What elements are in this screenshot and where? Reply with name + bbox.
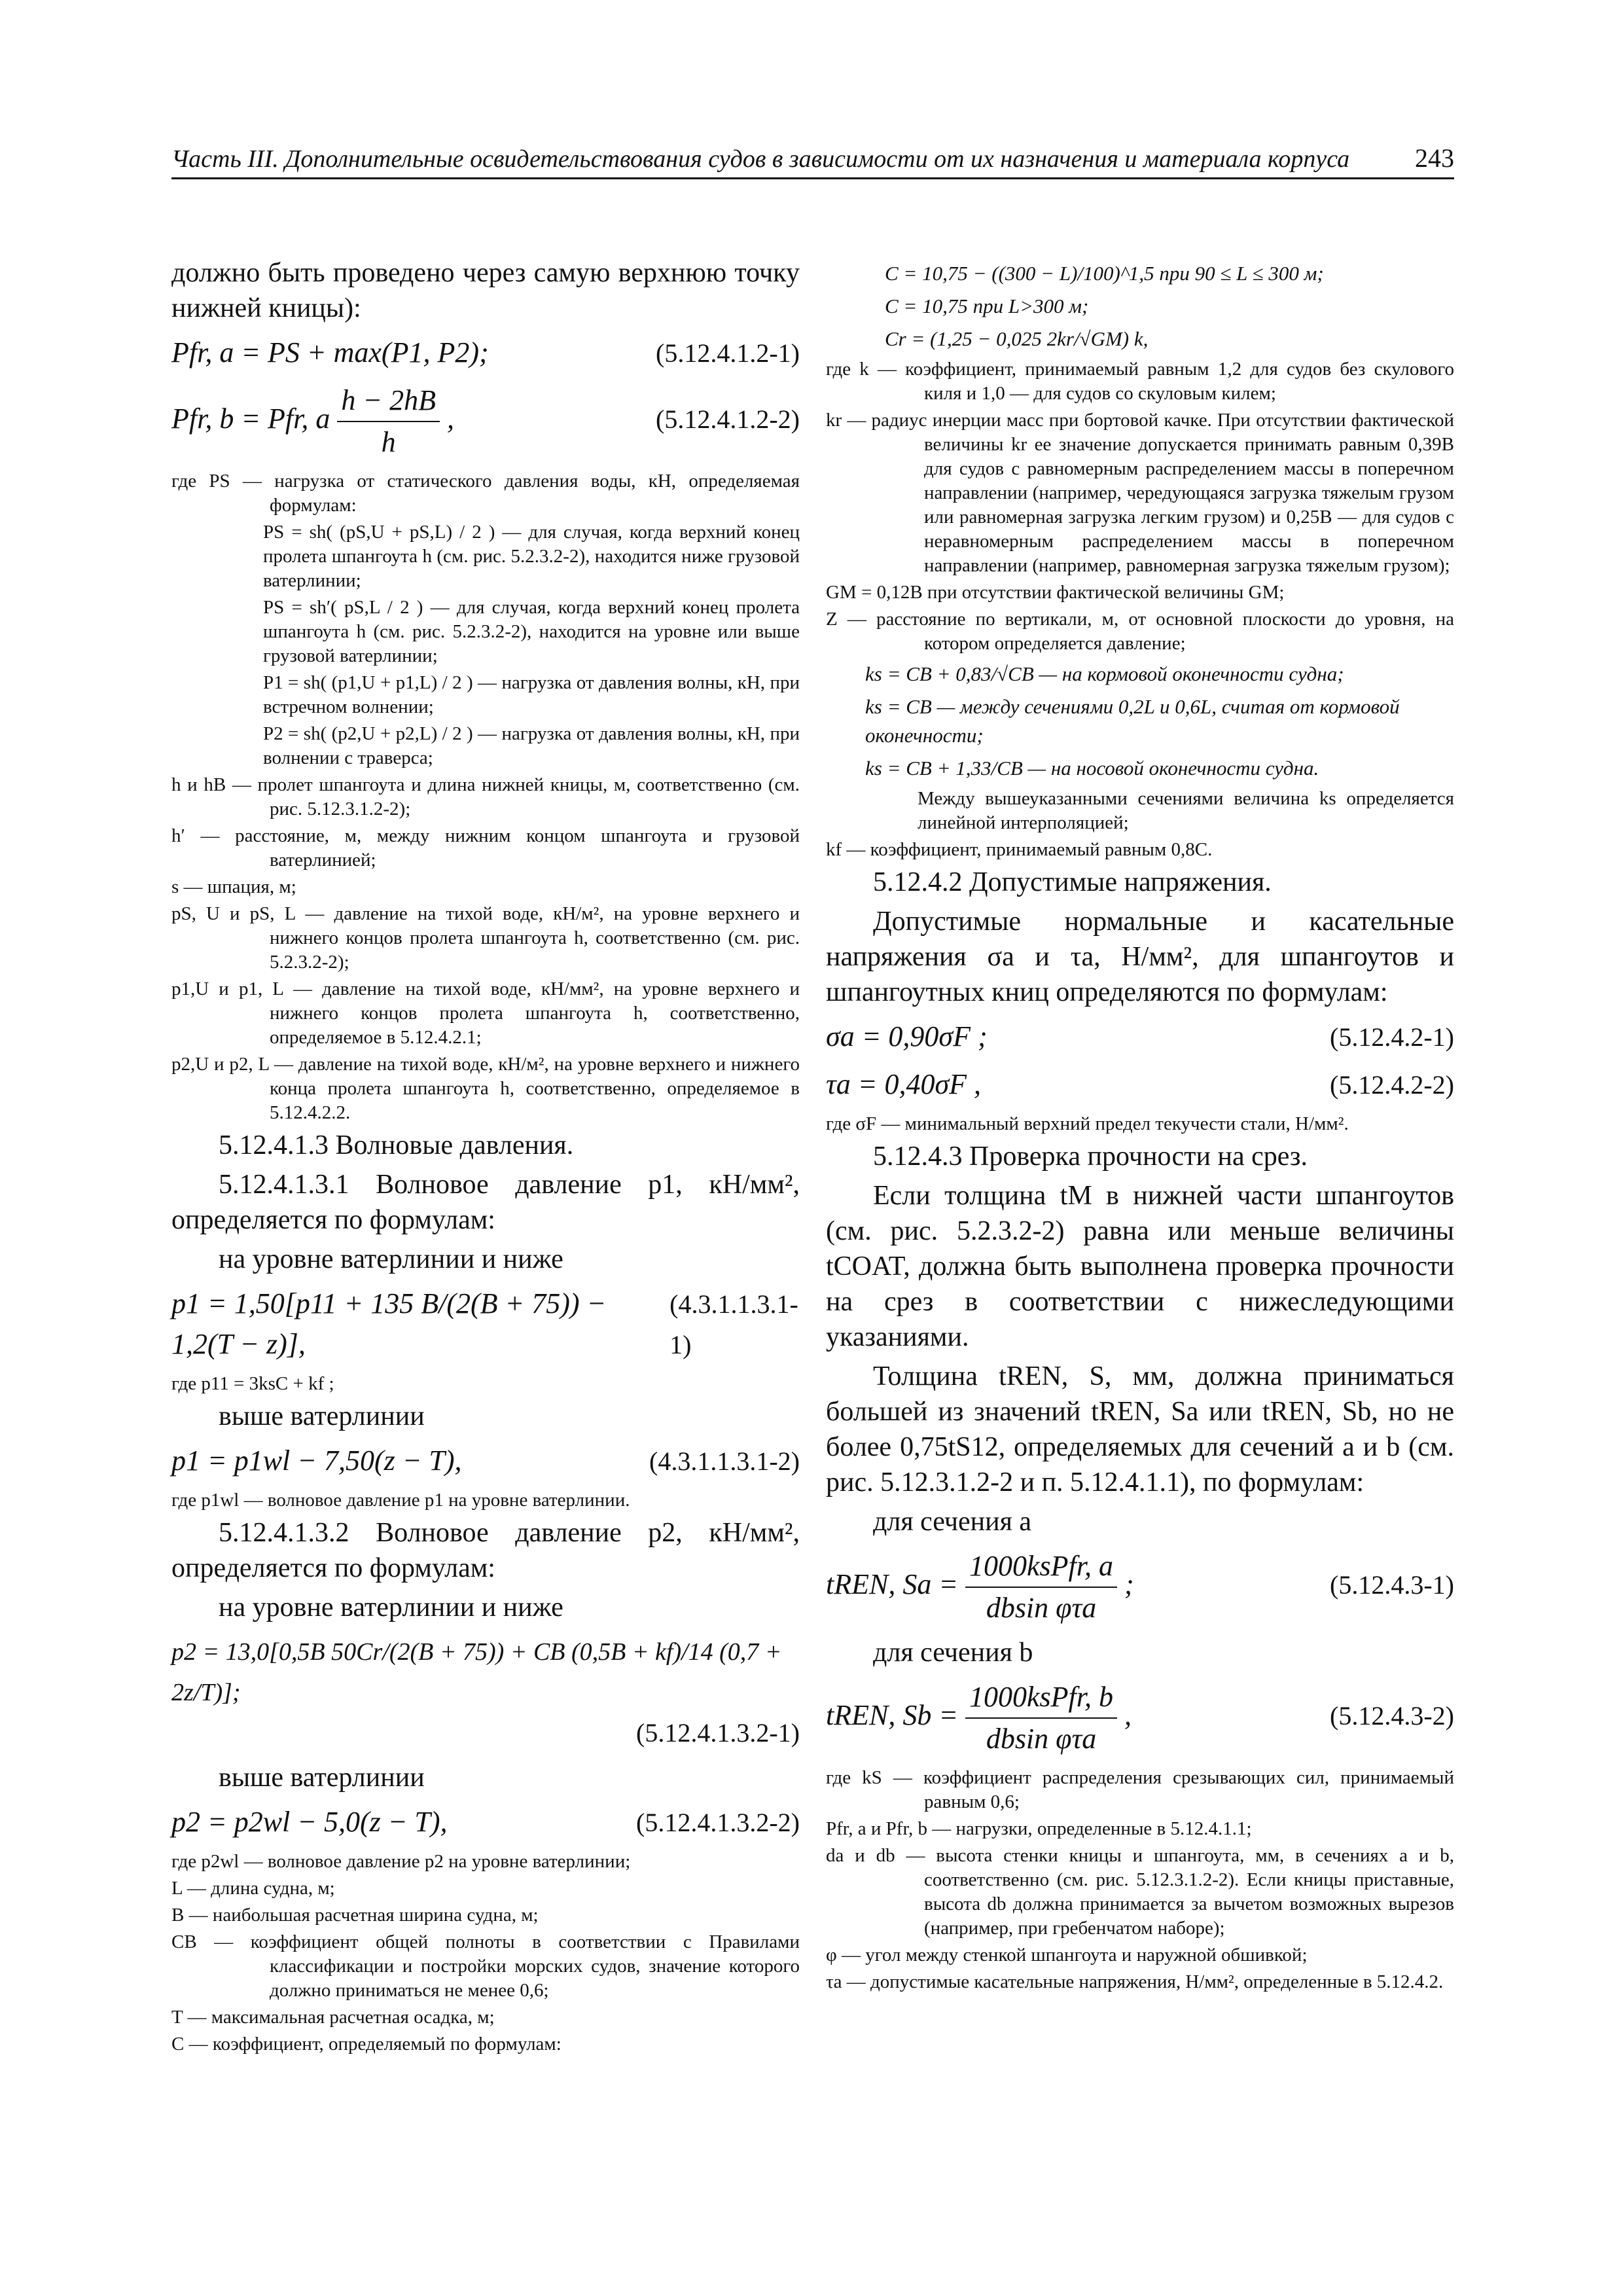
formula: p2 = 13,0[0,5B 50Cr/(2(B + 75)) + CB (0,5B + kf)/14 (0,7 + 2z/T)]; xyxy=(171,1638,782,1706)
formula: τa = 0,40σF , xyxy=(826,1068,982,1100)
definition: s — шпация, м; xyxy=(171,876,296,897)
definition: Z — расстояние по вертикали, м, от основной плоскости до уровня, на котором определяется давление; xyxy=(826,609,1454,654)
page-number: 243 xyxy=(1415,143,1454,173)
numerator: 1000ksPfr, b xyxy=(965,1677,1117,1719)
where-clause: где p11 = 3ksC + kf ; xyxy=(171,1373,334,1394)
definition: где PS — нагрузка от статического давления воды, кН, определяемая формулам: xyxy=(171,471,800,516)
equation xyxy=(171,380,800,463)
equation-number: (5.12.4.3-2) xyxy=(1330,1701,1454,1731)
denominator: h xyxy=(381,426,396,458)
equation xyxy=(171,1632,800,1753)
definition: T — максимальная расчетная осадка, м; xyxy=(171,2007,495,2028)
equation xyxy=(826,1064,1454,1105)
definition: C — коэффициент, определяемый по формулам: xyxy=(171,2034,562,2054)
formula-definition: PS = sh′( pS,L / 2 ) — для случая, когда верхний конец пролета шпангоута h (см. рис. 5.2.3.2-2), находится на уровне или выше грузовой ватерлинии; xyxy=(263,597,800,666)
numerator: h − 2hB xyxy=(337,380,440,422)
definition: τa — допустимые касательные напряжения, Н/мм², определенные в 5.12.4.2. xyxy=(826,1971,1444,1992)
definition: da и db — высота стенки кницы и шпангоута, мм, в сечениях a и b, соответственно (см. рис. 5.12.3.1.2-2). Если кницы приставные, высота db должна принимается за вычетом возможных вырезов (например, при гребенчатом наборе); xyxy=(826,1845,1454,1939)
formula: σa = 0,90σF ; xyxy=(826,1020,988,1052)
section-heading: 5.12.4.1.3.2 Волновое давление p2, кН/мм², определяется по формулам: xyxy=(171,1518,800,1583)
equation-number: (5.12.4.1.3.2-1) xyxy=(636,1718,800,1748)
formula: Pfr, a = PS + max(P1, P2); xyxy=(171,336,489,368)
where-clause: где p1wl — волновое давление p1 на уровне ватерлинии. xyxy=(171,1490,630,1511)
formula: tREN, Sa = $\frac{\text{1000ksPfr, a}}{\text{dbsin φτa}}$ ; xyxy=(826,1546,1134,1628)
paragraph: на уровне ватерлинии и ниже xyxy=(219,1244,563,1274)
formula-definition: PS = sh( (pS,U + pS,L) / 2 ) — для случая, когда верхний конец пролета шпангоута h (см. рис. 5.2.3.2-2), находится ниже грузовой ватерлинии; xyxy=(263,522,800,591)
formula-lhs: tREN, Sb = xyxy=(826,1699,959,1732)
equation-number: (4.3.1.1.3.1-1) xyxy=(669,1289,798,1359)
definition: h и hB — пролет шпангоута и длина нижней кницы, м, соответственно (см. рис. 5.12.3.1.2-2); xyxy=(171,774,800,819)
definition: p2,U и p2, L — давление на тихой воде, кН/м², на уровне верхнего и нижнего конца пролета шпангоута h, соответственно, определяемое в 5.12.4.2.2. xyxy=(171,1054,800,1123)
equation xyxy=(826,1016,1454,1058)
equation-number: (5.12.4.3-1) xyxy=(1330,1570,1454,1600)
numerator: 1000ksPfr, a xyxy=(965,1546,1117,1588)
definition: где p2wl — волновое давление p2 на уровне ватерлинии; xyxy=(171,1851,631,1872)
paragraph: для сечения a xyxy=(873,1507,1032,1537)
equation-number: (5.12.4.1.2-2) xyxy=(656,404,800,435)
formula: C = 10,75 − ((300 − L)/100)^1,5 при 90 ≤ L ≤ 300 м; xyxy=(885,262,1324,285)
where-clause: где σF — минимальный верхний предел текучести стали, Н/мм². xyxy=(826,1113,1349,1134)
equation-number: (5.12.4.2-1) xyxy=(1330,1022,1454,1052)
definition: h′ — расстояние, м, между нижним концом шпангоута и грузовой ватерлинией; xyxy=(171,825,800,870)
definition: p1,U и p1, L — давление на тихой воде, кН/мм², на уровне верхнего и нижнего концов пролета шпангоута h, соответственно, определяемое в 5.12.4.2.1; xyxy=(171,978,800,1048)
equation xyxy=(171,1441,800,1482)
running-title: Часть III. Дополнительные освидетельствования судов в зависимости от их назначения и материала корпуса xyxy=(171,145,1350,173)
paragraph: Толщина tREN, S, мм, должна приниматься большей из значений tREN, Sa или tREN, Sb, но не более 0,75tS12, определяемых для сечений a и b (см. рис. 5.12.3.1.2-2 и п. 5.12.4.1.1), по формулам: xyxy=(826,1361,1454,1498)
denominator: dbsin φτa xyxy=(986,1592,1097,1624)
section-heading: 5.12.4.1.3 Волновые давления. xyxy=(219,1130,574,1160)
formula: Cr = (1,25 − 0,025 2kr/√GM) k, xyxy=(885,327,1149,350)
paragraph: для сечения b xyxy=(873,1638,1033,1668)
formula-definition: ks = CB — между сечениями 0,2L и 0,6L, считая от кормовой оконечности; xyxy=(865,695,1400,747)
definition: Pfr, a и Pfr, b — нагрузки, определенные в 5.12.4.1.1; xyxy=(826,1818,1252,1839)
definition: где k — коэффициент, принимаемый равным 1,2 для судов без скулового киля и 1,0 — для судов со скуловым килем; xyxy=(826,359,1454,404)
formula-lhs: tREN, Sa = xyxy=(826,1568,959,1601)
equation xyxy=(171,1283,800,1365)
section-heading: 5.12.4.1.3.1 Волновое давление p1, кН/мм², определяется по формулам: xyxy=(171,1170,800,1235)
formula: p1 = p1wl − 7,50(z − T), xyxy=(171,1444,462,1477)
definition: φ — угол между стенкой шпангоута и наружной обшивкой; xyxy=(826,1945,1308,1965)
definition: kr — радиус инерции масс при бортовой качке. При отсутствии фактической величины kr ее значение допускается принимать равным 0,39B для судов с равномерным распределением массы в поперечном направлении (например, чередующаяся загрузка тяжелым грузом или равномерная загрузка легким грузом) и 0,25B — для судов с неравномерным распределением массы в поперечном направлении (например, равномерная загрузка тяжелым грузом); xyxy=(826,410,1454,576)
fraction xyxy=(965,1546,1117,1628)
formula-definition: P1 = sh( (p1,U + p1,L) / 2 ) — нагрузка от давления волны, кН, при встречном волнении; xyxy=(263,672,800,717)
section-heading: 5.12.4.3 Проверка прочности на срез. xyxy=(873,1141,1308,1172)
definition: pS, U и pS, L — давление на тихой воде, кН/м², на уровне верхнего и нижнего концов пролета шпангоута h, соответственно (см. рис. 5.2.3.2-2); xyxy=(171,903,800,973)
right-column xyxy=(826,255,1454,1997)
formula: C = 10,75 при L>300 м; xyxy=(885,295,1089,317)
page-header xyxy=(171,143,1454,179)
formula: p2 = p2wl − 5,0(z − T), xyxy=(171,1806,448,1838)
equation-number: (4.3.1.1.3.1-2) xyxy=(649,1446,800,1476)
intro-text: должно быть проведено через самую верхнюю точку нижней кницы): xyxy=(171,258,800,323)
paragraph: Допустимые нормальные и касательные напряжения σa и τa, Н/мм², для шпангоутов и шпангоутных книц определяются по формулам: xyxy=(826,906,1454,1007)
paragraph: Если толщина tM в нижней части шпангоутов (см. рис. 5.2.3.2-2) равна или меньше величины tCOAT, должна быть выполнена проверка прочности на срез в соответствии с нижеследующими указаниями. xyxy=(826,1181,1454,1352)
equation-number: (5.12.4.1.3.2-2) xyxy=(636,1808,800,1837)
fraction xyxy=(965,1677,1117,1759)
paragraph: выше ватерлинии xyxy=(219,1763,425,1793)
equation xyxy=(826,1677,1454,1759)
formula-definition: P2 = sh( (p2,U + p2,L) / 2 ) — нагрузка от давления волны, кН, при волнении с траверса; xyxy=(263,723,800,768)
formula: p1 = 1,50[p11 + 135 B/(2(B + 75)) − 1,2(T − z)], xyxy=(171,1287,607,1360)
formula-definition: ks = CB + 1,33/CB — на носовой оконечности судна. xyxy=(865,757,1319,780)
definition: CB — коэффициент общей полноты в соответствии с Правилами классификации и постройки морских судов, значение которого должно приниматься не менее 0,6; xyxy=(171,1931,800,2001)
equation xyxy=(171,332,800,374)
formula: Pfr, b = Pfr, a $\frac{h - 2hB}{h}$ , xyxy=(171,380,454,463)
left-column xyxy=(171,255,800,2059)
paragraph: на уровне ватерлинии и ниже xyxy=(219,1592,563,1623)
definition: где kS — коэффициент распределения срезывающих сил, принимаемый равным 0,6; xyxy=(826,1767,1454,1812)
equation xyxy=(826,1546,1454,1628)
denominator: dbsin φτa xyxy=(986,1723,1097,1755)
equation xyxy=(171,1802,800,1843)
definition: B — наибольшая расчетная ширина судна, м; xyxy=(171,1905,539,1926)
equation-number: (5.12.4.1.2-1) xyxy=(656,338,800,368)
section-heading: 5.12.4.2 Допустимые напряжения. xyxy=(873,867,1272,897)
formula: tREN, Sb = $\frac{\text{1000ksPfr, b}}{\text{dbsin φτa}}$ , xyxy=(826,1677,1132,1759)
fraction xyxy=(337,380,440,463)
definition: GM = 0,12B при отсутствии фактической величины GM; xyxy=(826,582,1285,603)
equation-number: (5.12.4.2-2) xyxy=(1330,1070,1454,1100)
formula-lhs: Pfr, b = Pfr, a xyxy=(171,403,330,435)
definition: L — длина судна, м; xyxy=(171,1878,335,1899)
note: Между вышеуказанными сечениями величина ks определяется линейной интерполяцией; xyxy=(918,788,1454,833)
definition: kf — коэффициент, принимаемый равным 0,8C. xyxy=(826,839,1213,860)
formula-definition: ks = CB + 0,83/√CB — на кормовой оконечности судна; xyxy=(865,662,1344,685)
paragraph: выше ватерлинии xyxy=(219,1401,425,1431)
